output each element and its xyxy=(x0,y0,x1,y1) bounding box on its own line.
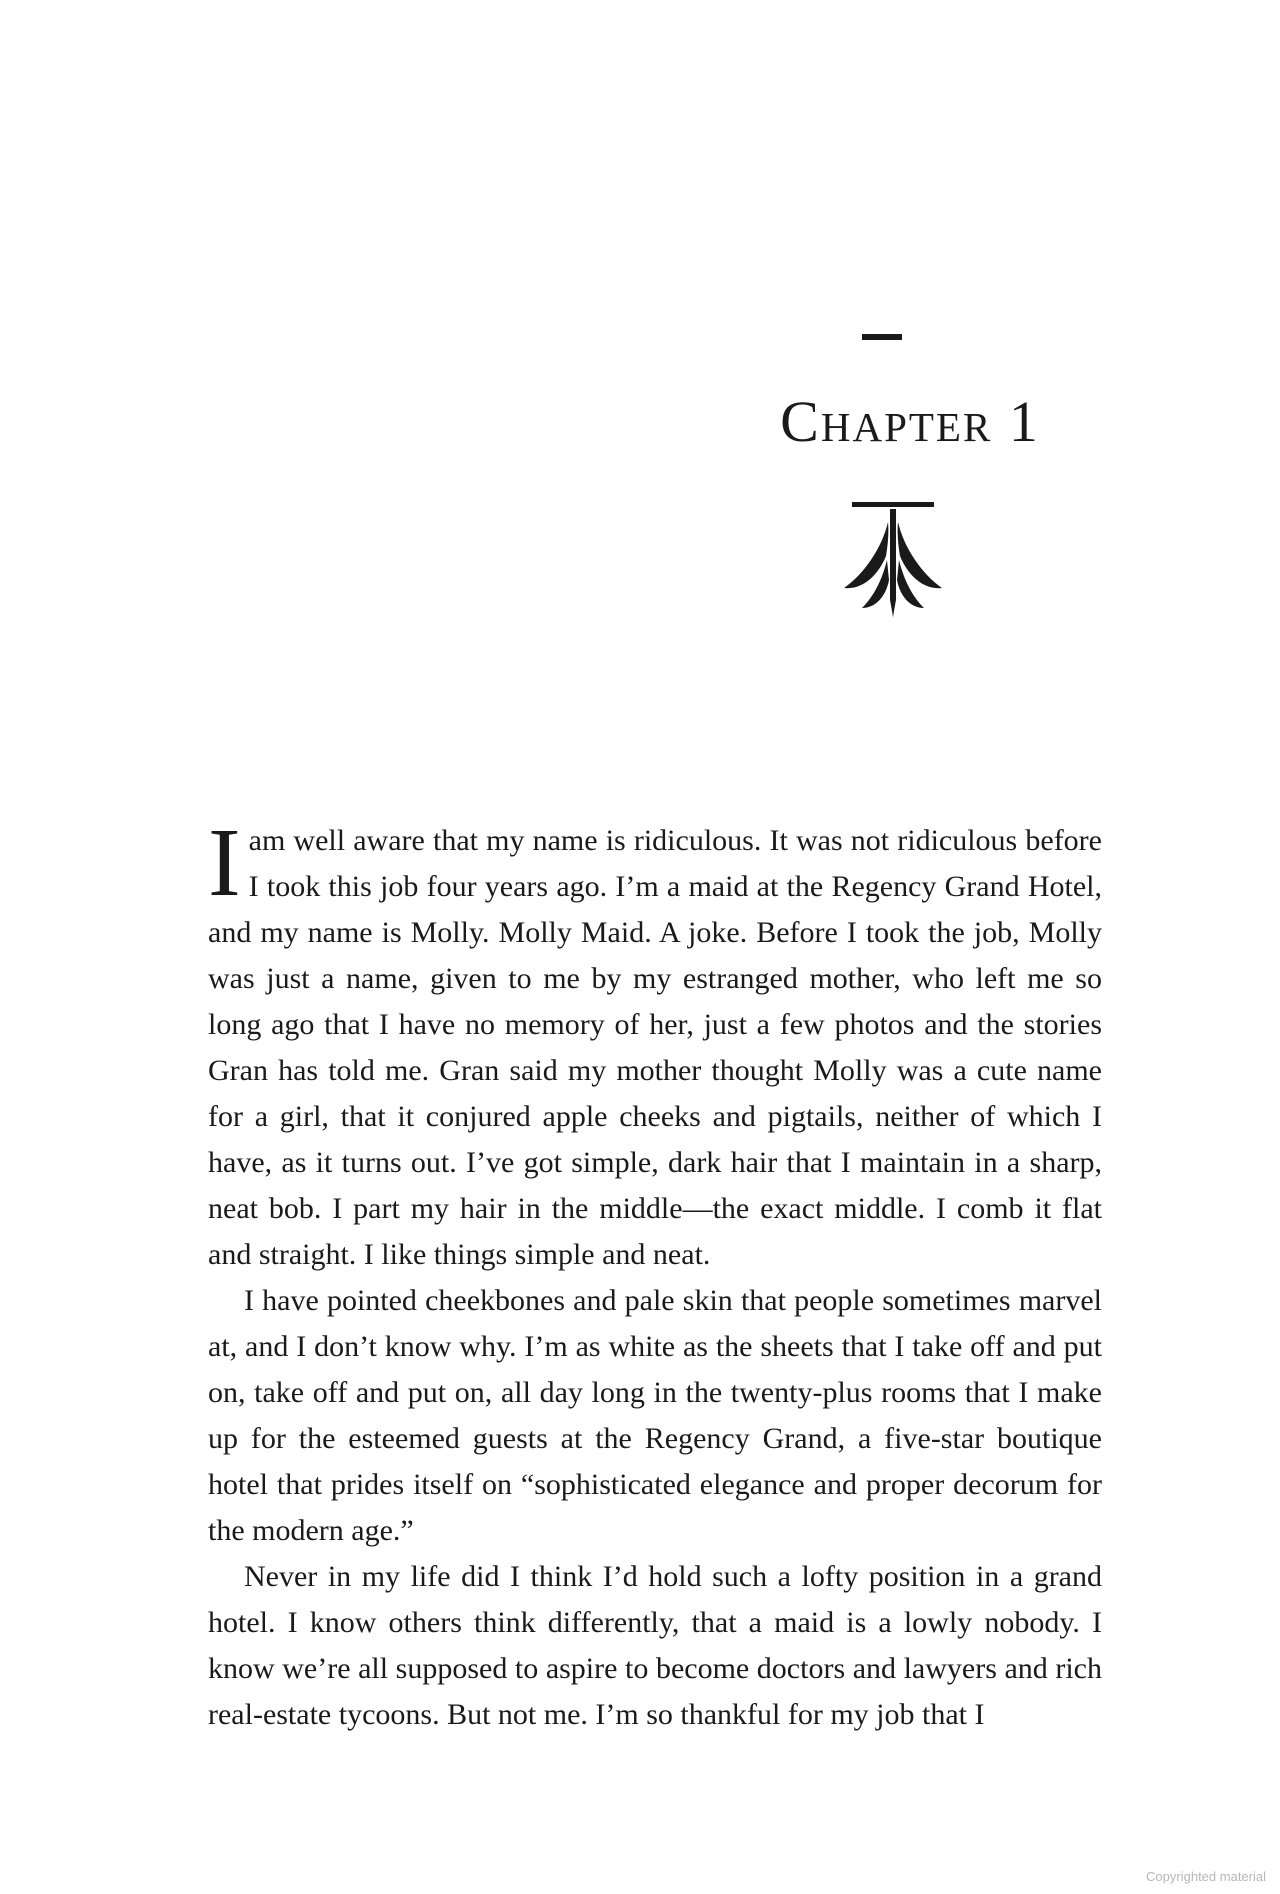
chapter-heading: Chapter 1 xyxy=(780,389,1040,454)
chapter-rule xyxy=(862,334,902,340)
paragraph-text: am well aware that my name is ridiculous. It was not ridiculous before I took this job four years ago. I’m a maid at the Regency Grand Hotel, and my name is Molly. Molly Maid. A joke. Before I took the job, Molly was just a name, given to me by my estranged mother, who left me so long ago that I have no memory of her, just a few photos and the stories Gran has told me. Gran said my mother thought Molly was a cute name for a girl, that it conjured apple cheeks and pigtails, neither of which I have, as it turns out. I’ve got simple, dark hair that I maintain in a sharp, neat bob. I part my hair in the middle—the exact middle. I comb it flat and straight. I like things simple and neat. xyxy=(208,824,1102,1271)
paragraph: Never in my life did I think I’d hold such a lofty position in a grand hotel. I know others think differently, that a maid is a lowly nobody. I know we’re all supposed to aspire to become doctors and lawyers and rich real-estate tycoons. But not me. I’m so thankful for my job that I xyxy=(208,1560,1102,1731)
chapter-body xyxy=(208,809,1102,1738)
copyright-watermark: Copyrighted material xyxy=(1146,1869,1266,1884)
paragraph xyxy=(208,809,1102,1278)
drop-cap: I xyxy=(208,809,241,917)
paragraph: I have pointed cheekbones and pale skin that people sometimes marvel at, and I don’t know why. I’m as white as the sheets that I take off and put on, take off and put on, all day long in the twenty-plus rooms that I make up for the esteemed guests at the Regency Grand, a five-star boutique hotel that prides itself on “sophisticated elegance and proper decorum for the modern age.” xyxy=(208,1284,1102,1547)
chapter-ornament-icon xyxy=(838,500,948,620)
